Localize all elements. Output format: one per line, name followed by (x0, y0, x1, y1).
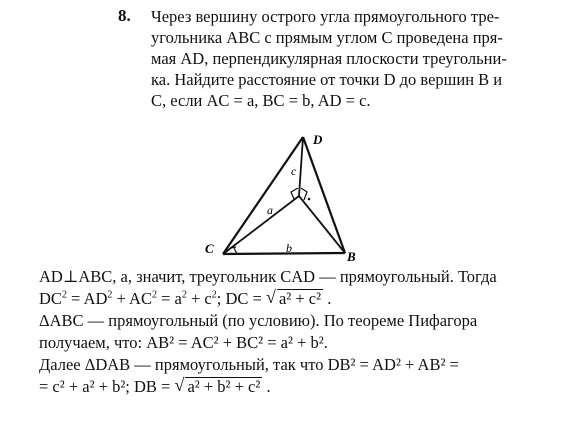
label-b-edge: b (286, 241, 292, 255)
period: . (327, 289, 332, 308)
label-d: D (313, 132, 323, 147)
sqrt-db-radicand: a² + b² + c² (187, 377, 261, 396)
label-a-edge: a (267, 203, 273, 217)
solution-line-3: ΔABC — прямоугольный (по условию). По теореме Пифагора (39, 311, 478, 330)
edge-da (299, 137, 303, 196)
edge-db (303, 137, 345, 253)
problem-line: мая AD, перпендикулярная плоскости треугольни- (151, 49, 507, 68)
a-term: = a (156, 289, 182, 308)
edge-ab (299, 196, 345, 253)
problem-line: ка. Найдите расстояние от точки D до вершин B и (151, 70, 503, 89)
problem-number: 8. (118, 6, 131, 25)
edge-dc (223, 137, 303, 254)
period: . (266, 377, 271, 396)
pyramid-figure (195, 128, 375, 263)
sqrt-dc: √ a² + c² (265, 287, 322, 308)
problem-line: Через вершину острого угла прямоугольного тре- (151, 7, 500, 26)
c-term: + c (186, 289, 212, 308)
solution-line-5: Далее ΔDAB — прямоугольный, так что DB² = AD² + AB² = (39, 355, 459, 374)
sqrt-dc-radicand: a² + c² (278, 289, 322, 308)
problem-line: угольника ABC с прямым углом C проведена пря- (151, 28, 503, 47)
ad-term: = AD (66, 289, 108, 308)
label-c-vertex: C (205, 241, 214, 256)
label-c-edge: c (291, 164, 297, 178)
ac-term: + AC (112, 289, 152, 308)
edge-cb (223, 253, 345, 254)
solution-line-4: получаем, что: AB² = AC² + BC² = a² + b². (39, 333, 328, 352)
sqrt-db: √ a² + b² + c² (174, 375, 261, 396)
problem-line: C, если AC = a, BC = b, AD = c. (151, 91, 371, 110)
label-b: B (347, 249, 356, 263)
right-angle-dot (308, 198, 311, 201)
problem-statement (151, 6, 561, 111)
solution (39, 266, 559, 398)
solution-line-6 (39, 376, 559, 398)
solution-line-2: $DC^2 = AD^2 + AC^2 = a^2 + c^2$; DC = √ a² + c² . (39, 287, 332, 308)
line6-prefix: = c² + a² + b²; DB = (39, 377, 175, 396)
dc-eq: ; DC = (216, 289, 266, 308)
solution-line-1: AD⊥ABC, а, значит, треугольник CAD — прямоугольный. Тогда (39, 267, 497, 286)
dc-label: DC (39, 289, 62, 308)
